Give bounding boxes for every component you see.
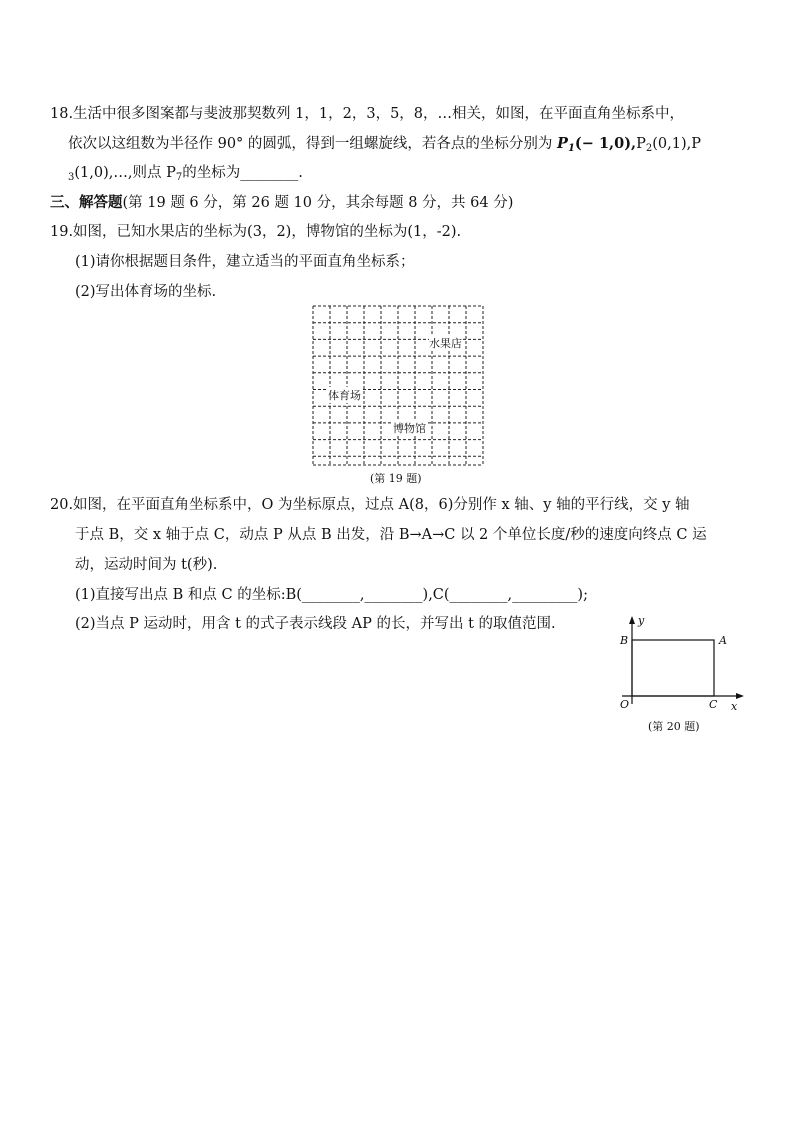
q18-p1: $P_1$ [557, 135, 575, 154]
q20-label-x: x [731, 700, 738, 713]
q18-p2-value: (0,1),P [652, 136, 701, 152]
q18-line1: 18.生活中很多图案都与斐波那契数列 1，1，2，3，5，8，…相关，如图，在平面直角坐标系中， [50, 106, 685, 122]
q19-caption: (第 19 题) [370, 472, 422, 485]
q18-line2-text: 依次以这组数为半径作 90° 的圆弧，得到一组螺旋线，若各点的坐标分别为 [68, 136, 553, 152]
q18-line2 [68, 134, 701, 159]
section3-title: 三、解答题 [50, 194, 123, 211]
section3-desc: (第 19 题 6 分，第 26 题 10 分，其余每题 8 分，共 64 分) [122, 195, 514, 211]
q18-line3-end: 的坐标为________. [182, 165, 303, 181]
q20-label-o: O [620, 698, 630, 711]
q20-label-b: B [620, 634, 629, 647]
q18-line3 [68, 163, 303, 188]
q18-p3-sub: 3 [68, 172, 75, 183]
q19-label-museum: 博物馆 [393, 422, 426, 435]
q18-p7-sub: 7 [175, 172, 183, 183]
q19-figure [310, 303, 486, 488]
q20-label-a: A [719, 634, 727, 647]
q18-line3-text: (1,0),…,则点 P [74, 165, 176, 181]
q20-sub1: (1)直接写出点 B 和点 C 的坐标:B(________,________),C(________,_________); [75, 587, 588, 603]
q20-caption: (第 20 题) [648, 720, 700, 733]
q18-p2: $P_2$ [636, 136, 653, 154]
q19-grid [310, 303, 486, 469]
q20-label-c: C [709, 698, 718, 711]
q20-sub2: (2)当点 P 运动时，用含 t 的式子表示线段 AP 的长，并写出 t 的取值范围. [75, 616, 556, 632]
q19-label-stadium: 体育场 [328, 389, 361, 402]
q20-line2: 于点 B，交 x 轴于点 C，动点 P 从点 B 出发，沿 B→A→C 以 2 个单位长度/秒的速度向终点 C 运 [75, 527, 707, 543]
q19-label-fruit-store: 水果店 [429, 337, 462, 350]
q20-figure [608, 614, 748, 734]
q20-line1: 20.如图，在平面直角坐标系中，O 为坐标原点，过点 A(8，6)分别作 x 轴、y 轴的平行线，交 y 轴 [50, 497, 690, 513]
section3-header [50, 193, 513, 213]
q19-line1: 19.如图，已知水果店的坐标为(3，2)，博物馆的坐标为(1，-2). [50, 224, 462, 240]
q19-sub2: (2)写出体育场的坐标. [75, 284, 217, 300]
q20-line3: 动，运动时间为 t(秒). [75, 557, 218, 573]
q19-sub1: (1)请你根据题目条件，建立适当的平面直角坐标系； [75, 254, 415, 270]
q20-label-y: y [638, 614, 645, 627]
q18-p1-value: (− 1,0), [574, 135, 637, 152]
